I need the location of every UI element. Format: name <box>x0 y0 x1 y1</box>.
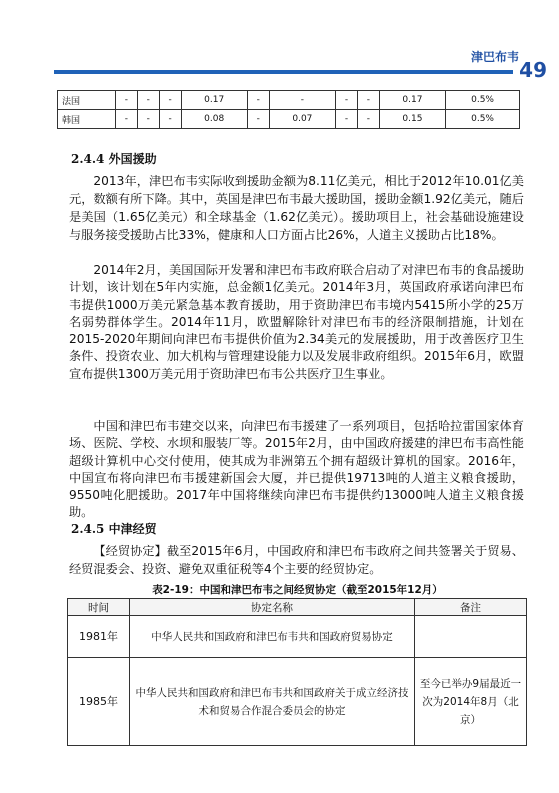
country-name: 韩国 <box>58 110 116 129</box>
column-header: 协定名称 <box>130 599 415 616</box>
paragraph: 中国和津巴布韦建交以来，向津巴布韦援建了一系列项目，包括哈拉雷国家体育场、医院、学校、水坝和服装厂等。2015年2月，由中国政府援建的津巴布韦高性能超级计算机中心交付使用，使其成为非洲第五个拥有超级计算机的国家。2016年，中国宣布将向津巴布韦援建新国会大厦，并已提供19713吨的人道主义粮食援助，9550吨化肥援助。2017年中国将继续向津巴布韦提供约13000吨人道主义粮食援助。 <box>69 419 524 520</box>
table-cell: 0.17 <box>379 91 445 110</box>
table-cell: 0.17 <box>181 91 247 110</box>
agreement-name: 中华人民共和国政府和津巴布韦共和国政府贸易协定 <box>130 616 415 658</box>
table-cell: 0.5% <box>446 110 520 129</box>
table-cell: - <box>357 110 379 129</box>
section-heading-foreign-aid: 2.4.4 外国援助 <box>71 152 157 166</box>
column-header: 时间 <box>68 599 130 616</box>
agreement-year: 1981年 <box>68 616 130 658</box>
table-cell: - <box>336 110 358 129</box>
table-row <box>68 616 527 658</box>
table-cell: - <box>336 91 358 110</box>
table-cell: - <box>137 91 159 110</box>
agreements-table <box>67 598 527 746</box>
agreement-note: 至今已举办9届最近一次为2014年8月（北京） <box>415 658 527 746</box>
table-header-row <box>68 599 527 616</box>
agreement-year: 1985年 <box>68 658 130 746</box>
country-name: 法国 <box>58 91 116 110</box>
table-cell: - <box>116 110 138 129</box>
table-cell: - <box>247 91 269 110</box>
paragraph: 2013年，津巴布韦实际收到援助金额为8.11亿美元，相比于2012年10.01亿美元，数额有所下降。其中，英国是津巴布韦最大援助国，援助金额1.92亿美元，随后是美国（1.65亿美元）和全球基金（1.62亿美元）。援助项目上，社会基础设施建设与服务接受援助占比33%，健康和人口方面占比26%，人道主义援助占比18%。 <box>69 174 524 242</box>
table-caption: 表2-19：中国和津巴布韦之间经贸协定（截至2015年12月） <box>152 584 443 596</box>
table-cell: - <box>137 110 159 129</box>
table-cell: - <box>247 110 269 129</box>
paragraph: 【经贸协定】截至2015年6月，中国政府和津巴布韦政府之间共签署关于贸易、经贸混委会、投资、避免双重征税等4个主要的经贸协定。 <box>69 544 524 576</box>
column-header: 备注 <box>415 599 527 616</box>
section-heading-trade: 2.4.5 中津经贸 <box>71 522 157 536</box>
paragraph: 2014年2月，美国国际开发署和津巴布韦政府联合启动了对津巴布韦的食品援助计划，该计划在5年内实施，总金额1亿美元。2014年3月，英国政府承诺向津巴布韦提供1000万美元紧急基本教育援助，用于资助津巴布韦境内5415所小学的25万名弱势群体学生。2014年11月，欧盟解除针对津巴布韦的经济限制措施，计划在2015-2020年期间向津巴布韦提供价值为2.34美元的发展援助，用于改善医疗卫生条件、投资农业、加大机构与管理建设能力以及发展非政府组织。2015年6月，欧盟宣布提供1300万美元用于资助津巴布韦公共医疗卫生事业。 <box>69 263 524 381</box>
header-title: 津巴布韦 <box>470 50 519 64</box>
table-cell: 0.5% <box>446 91 520 110</box>
table-cell: - <box>116 91 138 110</box>
table-cell: 0.15 <box>379 110 445 129</box>
table-cell: - <box>269 91 335 110</box>
table-cell: - <box>357 91 379 110</box>
page-number: 49 <box>519 58 547 82</box>
table-cell: - <box>159 110 181 129</box>
header-rule <box>54 70 513 74</box>
table-cell: - <box>159 91 181 110</box>
table-cell: 0.08 <box>181 110 247 129</box>
table-row <box>58 110 520 129</box>
agreement-name: 中华人民共和国政府和津巴布韦共和国政府关于成立经济技术和贸易合作混合委员会的协定 <box>130 658 415 746</box>
table-row <box>68 658 527 746</box>
country-aid-table <box>57 90 520 129</box>
agreement-note <box>415 616 527 658</box>
table-row <box>58 91 520 110</box>
table-cell: 0.07 <box>269 110 335 129</box>
